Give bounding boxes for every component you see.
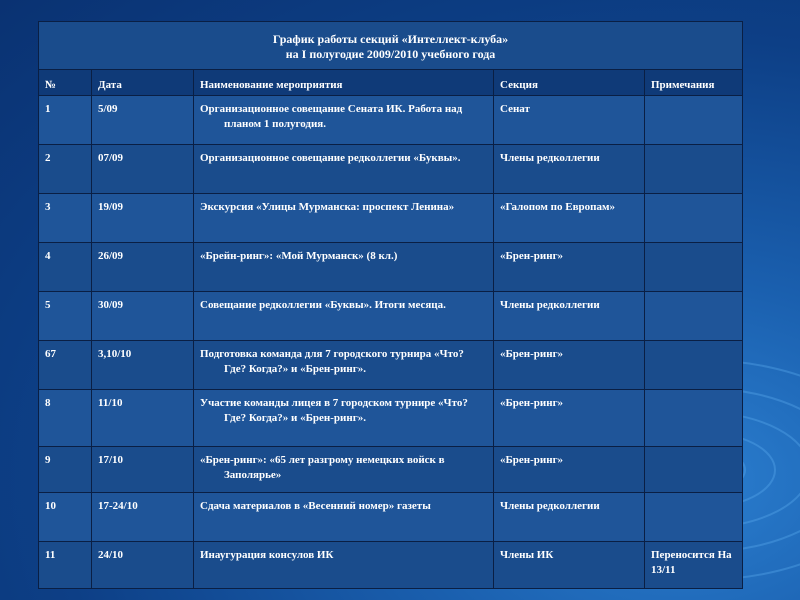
cell-note — [645, 390, 743, 447]
table-row — [39, 145, 743, 194]
cell-event: Экскурсия «Улицы Мурманска: проспект Ленина» — [194, 194, 494, 243]
cell-date: 24/10 — [92, 542, 194, 589]
header-row — [39, 70, 743, 96]
table-row — [39, 390, 743, 447]
cell-note — [645, 292, 743, 341]
cell-date: 17-24/10 — [92, 493, 194, 542]
cell-section: Сенат — [494, 96, 645, 145]
title-line-2: на I полугодие 2009/2010 учебного года — [285, 46, 496, 61]
cell-note — [645, 493, 743, 542]
title-line-1: График работы секций «Интеллект-клуба» — [272, 31, 509, 46]
cell-section: Члены редколлегии — [494, 292, 645, 341]
cell-section: Члены ИК — [494, 542, 645, 589]
cell-note — [645, 145, 743, 194]
cell-date: 30/09 — [92, 292, 194, 341]
cell-num: 5 — [39, 292, 92, 341]
cell-event: Сдача материалов в «Весенний номер» газеты — [194, 493, 494, 542]
cell-num: 9 — [39, 447, 92, 493]
header-section: Секция — [494, 70, 645, 96]
cell-date: 19/09 — [92, 194, 194, 243]
table-row — [39, 243, 743, 292]
header-date: Дата — [92, 70, 194, 96]
cell-note — [645, 341, 743, 390]
cell-event: Организационное совещание Сената ИК. Работа над планом 1 полугодия. — [194, 96, 494, 145]
header-event: Наименование мероприятия — [194, 70, 494, 96]
cell-event: Организационное совещание редколлегии «Буквы». — [194, 145, 494, 194]
header-num: № — [39, 70, 92, 96]
cell-date: 5/09 — [92, 96, 194, 145]
cell-num: 11 — [39, 542, 92, 589]
cell-num: 3 — [39, 194, 92, 243]
cell-section: «Брен-ринг» — [494, 390, 645, 447]
cell-date: 07/09 — [92, 145, 194, 194]
cell-event: Инаугурация консулов ИК — [194, 542, 494, 589]
cell-num: 10 — [39, 493, 92, 542]
cell-note — [645, 447, 743, 493]
cell-event: Подготовка команда для 7 городского турнира «Что? Где? Когда?» и «Брен-ринг». — [194, 341, 494, 390]
cell-event: «Брейн-ринг»: «Мой Мурманск» (8 кл.) — [194, 243, 494, 292]
table-row — [39, 341, 743, 390]
cell-event: «Брен-ринг»: «65 лет разгрому немецких войск в Заполярье» — [194, 447, 494, 493]
cell-event: Совещание редколлегии «Буквы». Итоги месяца. — [194, 292, 494, 341]
table-row — [39, 194, 743, 243]
cell-num: 8 — [39, 390, 92, 447]
cell-num: 4 — [39, 243, 92, 292]
cell-event: Участие команды лицея в 7 городском турнире «Что? Где? Когда?» и «Брен-ринг». — [194, 390, 494, 447]
table-row — [39, 292, 743, 341]
cell-date: 11/10 — [92, 390, 194, 447]
header-note: Примечания — [645, 70, 743, 96]
cell-date: 3,10/10 — [92, 341, 194, 390]
cell-date: 26/09 — [92, 243, 194, 292]
table-row — [39, 447, 743, 493]
cell-section: «Галопом по Европам» — [494, 194, 645, 243]
cell-section: «Брен-ринг» — [494, 447, 645, 493]
cell-section: «Брен-ринг» — [494, 243, 645, 292]
schedule-table — [38, 21, 743, 589]
cell-date: 17/10 — [92, 447, 194, 493]
cell-note — [645, 243, 743, 292]
cell-section: «Брен-ринг» — [494, 341, 645, 390]
table-row — [39, 493, 743, 542]
cell-section: Члены редколлегии — [494, 493, 645, 542]
table-title — [39, 22, 743, 70]
cell-num: 1 — [39, 96, 92, 145]
cell-note — [645, 96, 743, 145]
cell-num: 2 — [39, 145, 92, 194]
cell-note — [645, 194, 743, 243]
cell-section: Члены редколлегии — [494, 145, 645, 194]
cell-num: 67 — [39, 341, 92, 390]
table-row — [39, 96, 743, 145]
cell-note: Переносится На 13/11 — [645, 542, 743, 589]
table-row — [39, 542, 743, 589]
